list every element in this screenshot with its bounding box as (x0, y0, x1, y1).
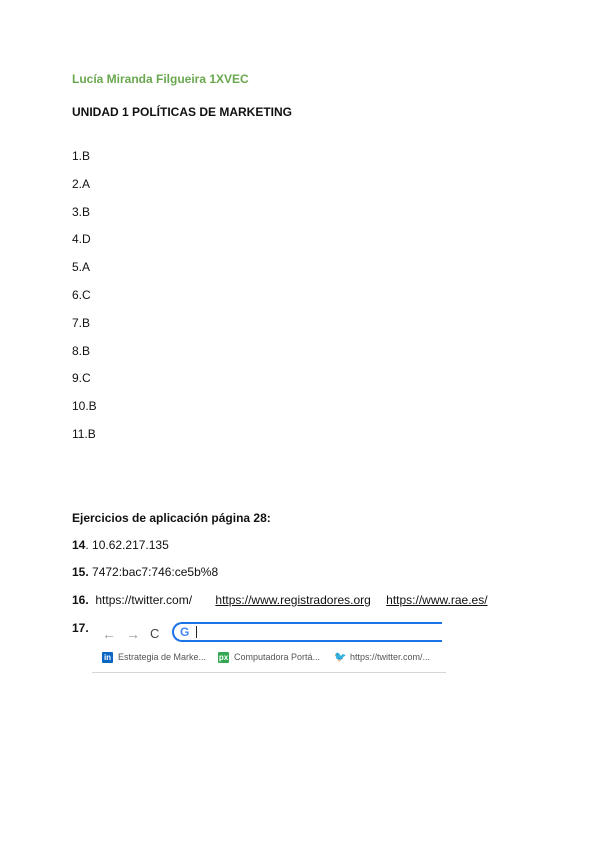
exercise-17 (72, 621, 89, 635)
exercise-answer: 7472:bac7:746:ce5b%8 (88, 565, 219, 579)
answer-item: 5.A (72, 260, 91, 275)
author-name: Lucía Miranda Filgueira 1XVEC (72, 72, 249, 86)
browser-toolbar-screenshot (92, 620, 446, 674)
exercise-answer: . 10.62.217.135 (85, 538, 169, 552)
twitter-icon: 🐦 (334, 652, 347, 664)
answer-item: 10.B (72, 399, 97, 414)
bookmark-label: https://twitter.com/... (350, 652, 431, 662)
arrow-right-icon[interactable]: → (126, 626, 140, 642)
exercise-number: 16. (72, 593, 89, 607)
exercise-number: 17. (72, 621, 89, 635)
linkedin-icon: in (103, 653, 112, 663)
answer-item: 9.C (72, 371, 91, 386)
answer-item: 6.C (72, 287, 91, 302)
registradores-link[interactable]: https://www.registradores.org (215, 593, 371, 607)
text-cursor (196, 626, 197, 638)
twitter-link[interactable]: https://twitter.com/ (95, 593, 193, 607)
exercise-16 (72, 593, 488, 607)
exercise-number: 15. (72, 565, 89, 579)
answer-list (72, 149, 97, 455)
address-bar[interactable] (172, 622, 442, 642)
exercise-15 (72, 565, 218, 579)
rae-link[interactable]: https://www.rae.es/ (386, 593, 488, 607)
answer-item: 4.D (72, 232, 91, 247)
answer-item: 7.B (72, 315, 91, 330)
pc-icon: px (218, 653, 229, 663)
bookmark-linkedin[interactable] (102, 652, 206, 663)
answer-item: 1.B (72, 149, 91, 163)
bookmark-pc[interactable] (218, 652, 320, 663)
answer-item: 2.A (72, 176, 91, 191)
bookmark-label: Computadora Portá... (234, 652, 321, 662)
exercise-14 (72, 538, 169, 552)
toolbar-divider (92, 672, 446, 673)
exercises-heading: Ejercicios de aplicación página 28: (72, 511, 271, 525)
bookmarks-bar (92, 650, 446, 670)
google-icon: G (180, 625, 190, 639)
answer-item: 11.B (72, 426, 96, 441)
answer-item: 8.B (72, 343, 91, 358)
bookmark-label: Estrategia de Marke... (118, 652, 207, 662)
reload-icon[interactable]: C (150, 626, 160, 641)
answer-item: 3.B (72, 204, 91, 219)
exercise-number: 14 (72, 538, 86, 552)
bookmark-twitter[interactable] (334, 652, 430, 663)
arrow-left-icon[interactable]: ← (102, 626, 116, 642)
unit-title: UNIDAD 1 POLÍTICAS DE MARKETING (72, 105, 293, 119)
